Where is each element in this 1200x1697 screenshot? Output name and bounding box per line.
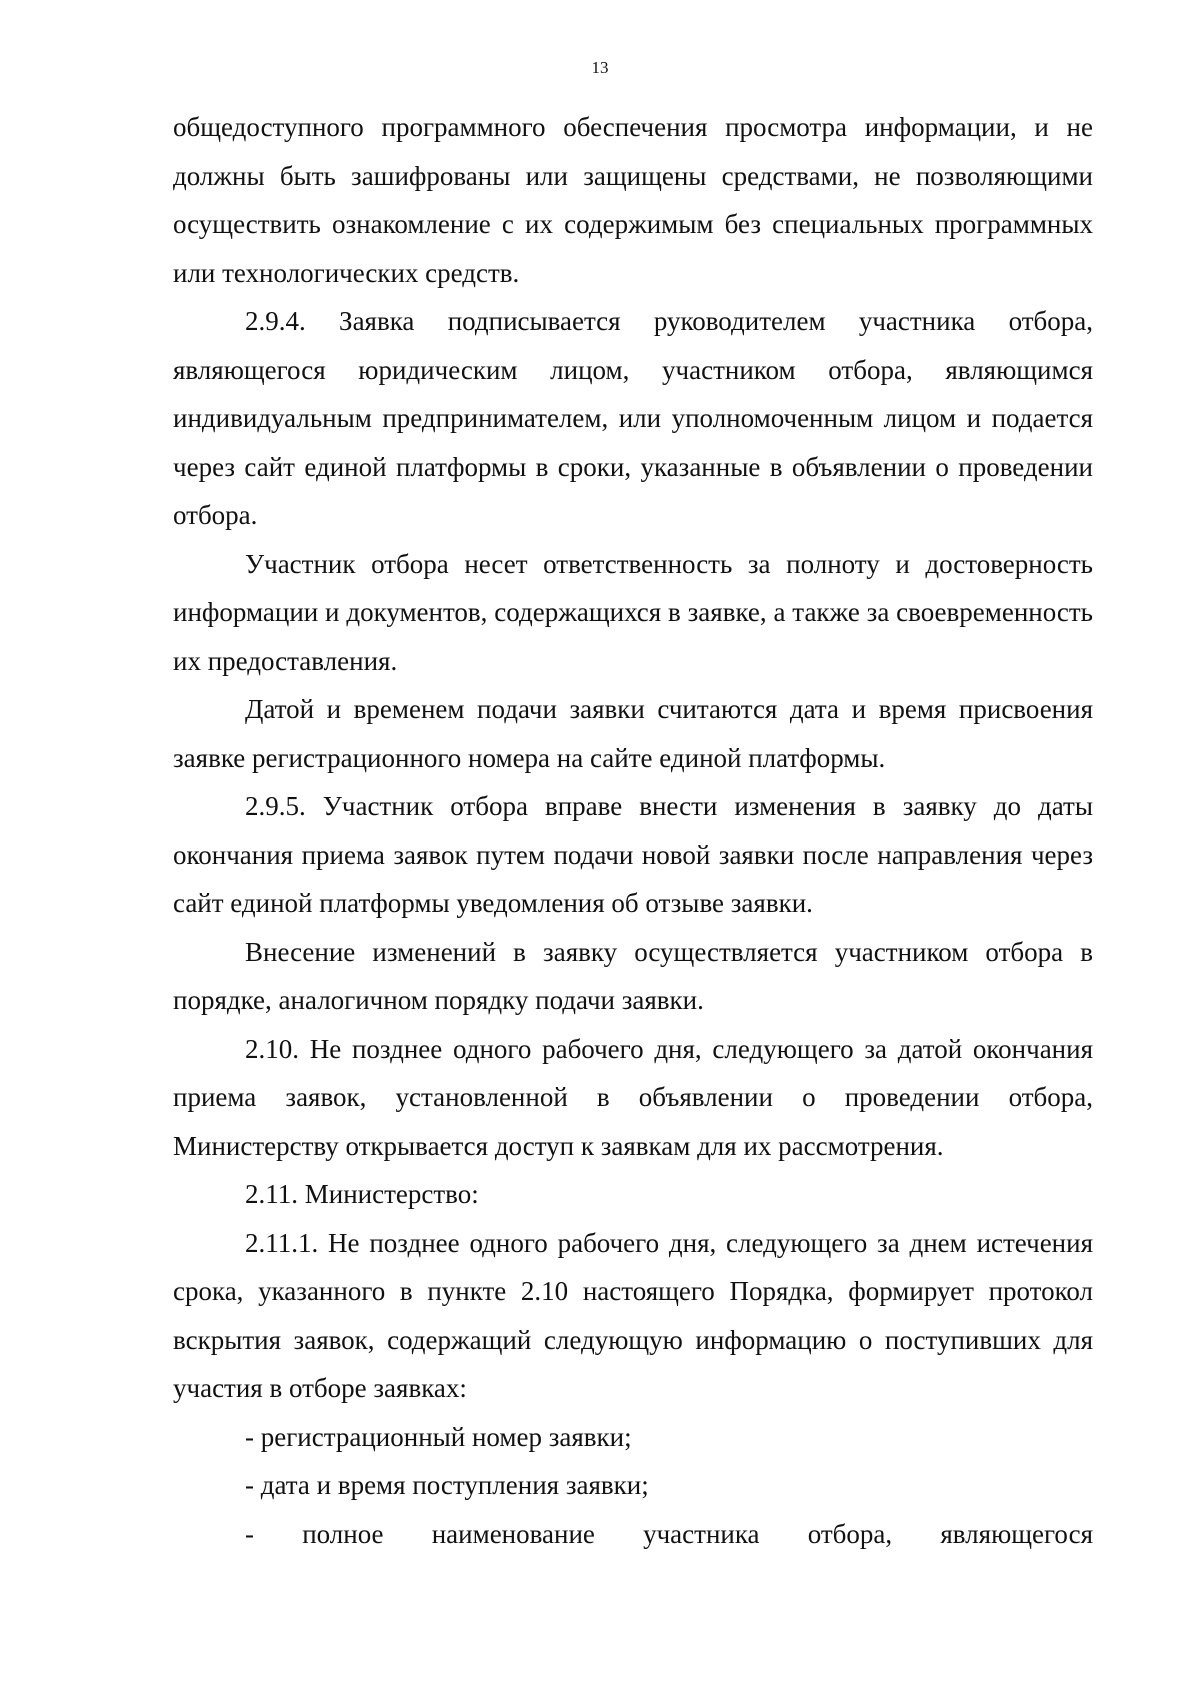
paragraph-2-11-1: 2.11.1. Не позднее одного рабочего дня, следующего за днем истечения срока, указанного в пункте 2.10 настоящего Порядка, формирует протокол вскрытия заявок, содержащий следующую информацию о поступивших для участия в отборе заявках: [173, 1227, 1093, 1403]
document-body [173, 103, 1093, 1558]
paragraph-submission-date: Датой и временем подачи заявки считаются дата и время присвоения заявке регистрационного номера на сайте единой платформы. [173, 694, 1093, 773]
paragraph-2-9-4: 2.9.4. Заявка подписывается руководителем участника отбора, являющегося юридическим лицом, участником отбора, являющимся индивидуальным предпринимателем, или уполномоченным лицом и подается через сайт единой платформы в сроки, указанные в объявлении о проведении отбора. [173, 306, 1093, 530]
list-item-full-name: - полное наименование участника отбора, являющегося [245, 1518, 1093, 1549]
list-item-registration-number: - регистрационный номер заявки; [245, 1421, 632, 1452]
paragraph-responsibility: Участник отбора несет ответственность за полноту и достоверность информации и документов, содержащихся в заявке, а также за своевременность их предоставления. [173, 548, 1093, 676]
list-item-submission-time: - дата и время поступления заявки; [245, 1470, 649, 1500]
paragraph-2-10: 2.10. Не позднее одного рабочего дня, следующего за датой окончания приема заявок, установленной в объявлении о проведении отбора, Министерству открывается доступ к заявкам для их рассмотрения. [173, 1033, 1093, 1161]
paragraph-2-11: 2.11. Министерство: [245, 1179, 479, 1209]
paragraph-2-9-5: 2.9.5. Участник отбора вправе внести изменения в заявку до даты окончания приема заявок путем подачи новой заявки после направления через сайт единой платформы уведомления об отзыве заявки. [173, 791, 1093, 918]
paragraph-continuation: общедоступного программного обеспечения просмотра информации, и не должны быть зашифрованы или защищены средствами, не позволяющими осуществить ознакомление с их содержимым без специальных программных или технологических средств. [173, 112, 1093, 288]
paragraph-changes: Внесение изменений в заявку осуществляется участником отбора в порядке, аналогичном порядку подачи заявки. [173, 936, 1093, 1015]
page-number: 13 [591, 58, 609, 77]
